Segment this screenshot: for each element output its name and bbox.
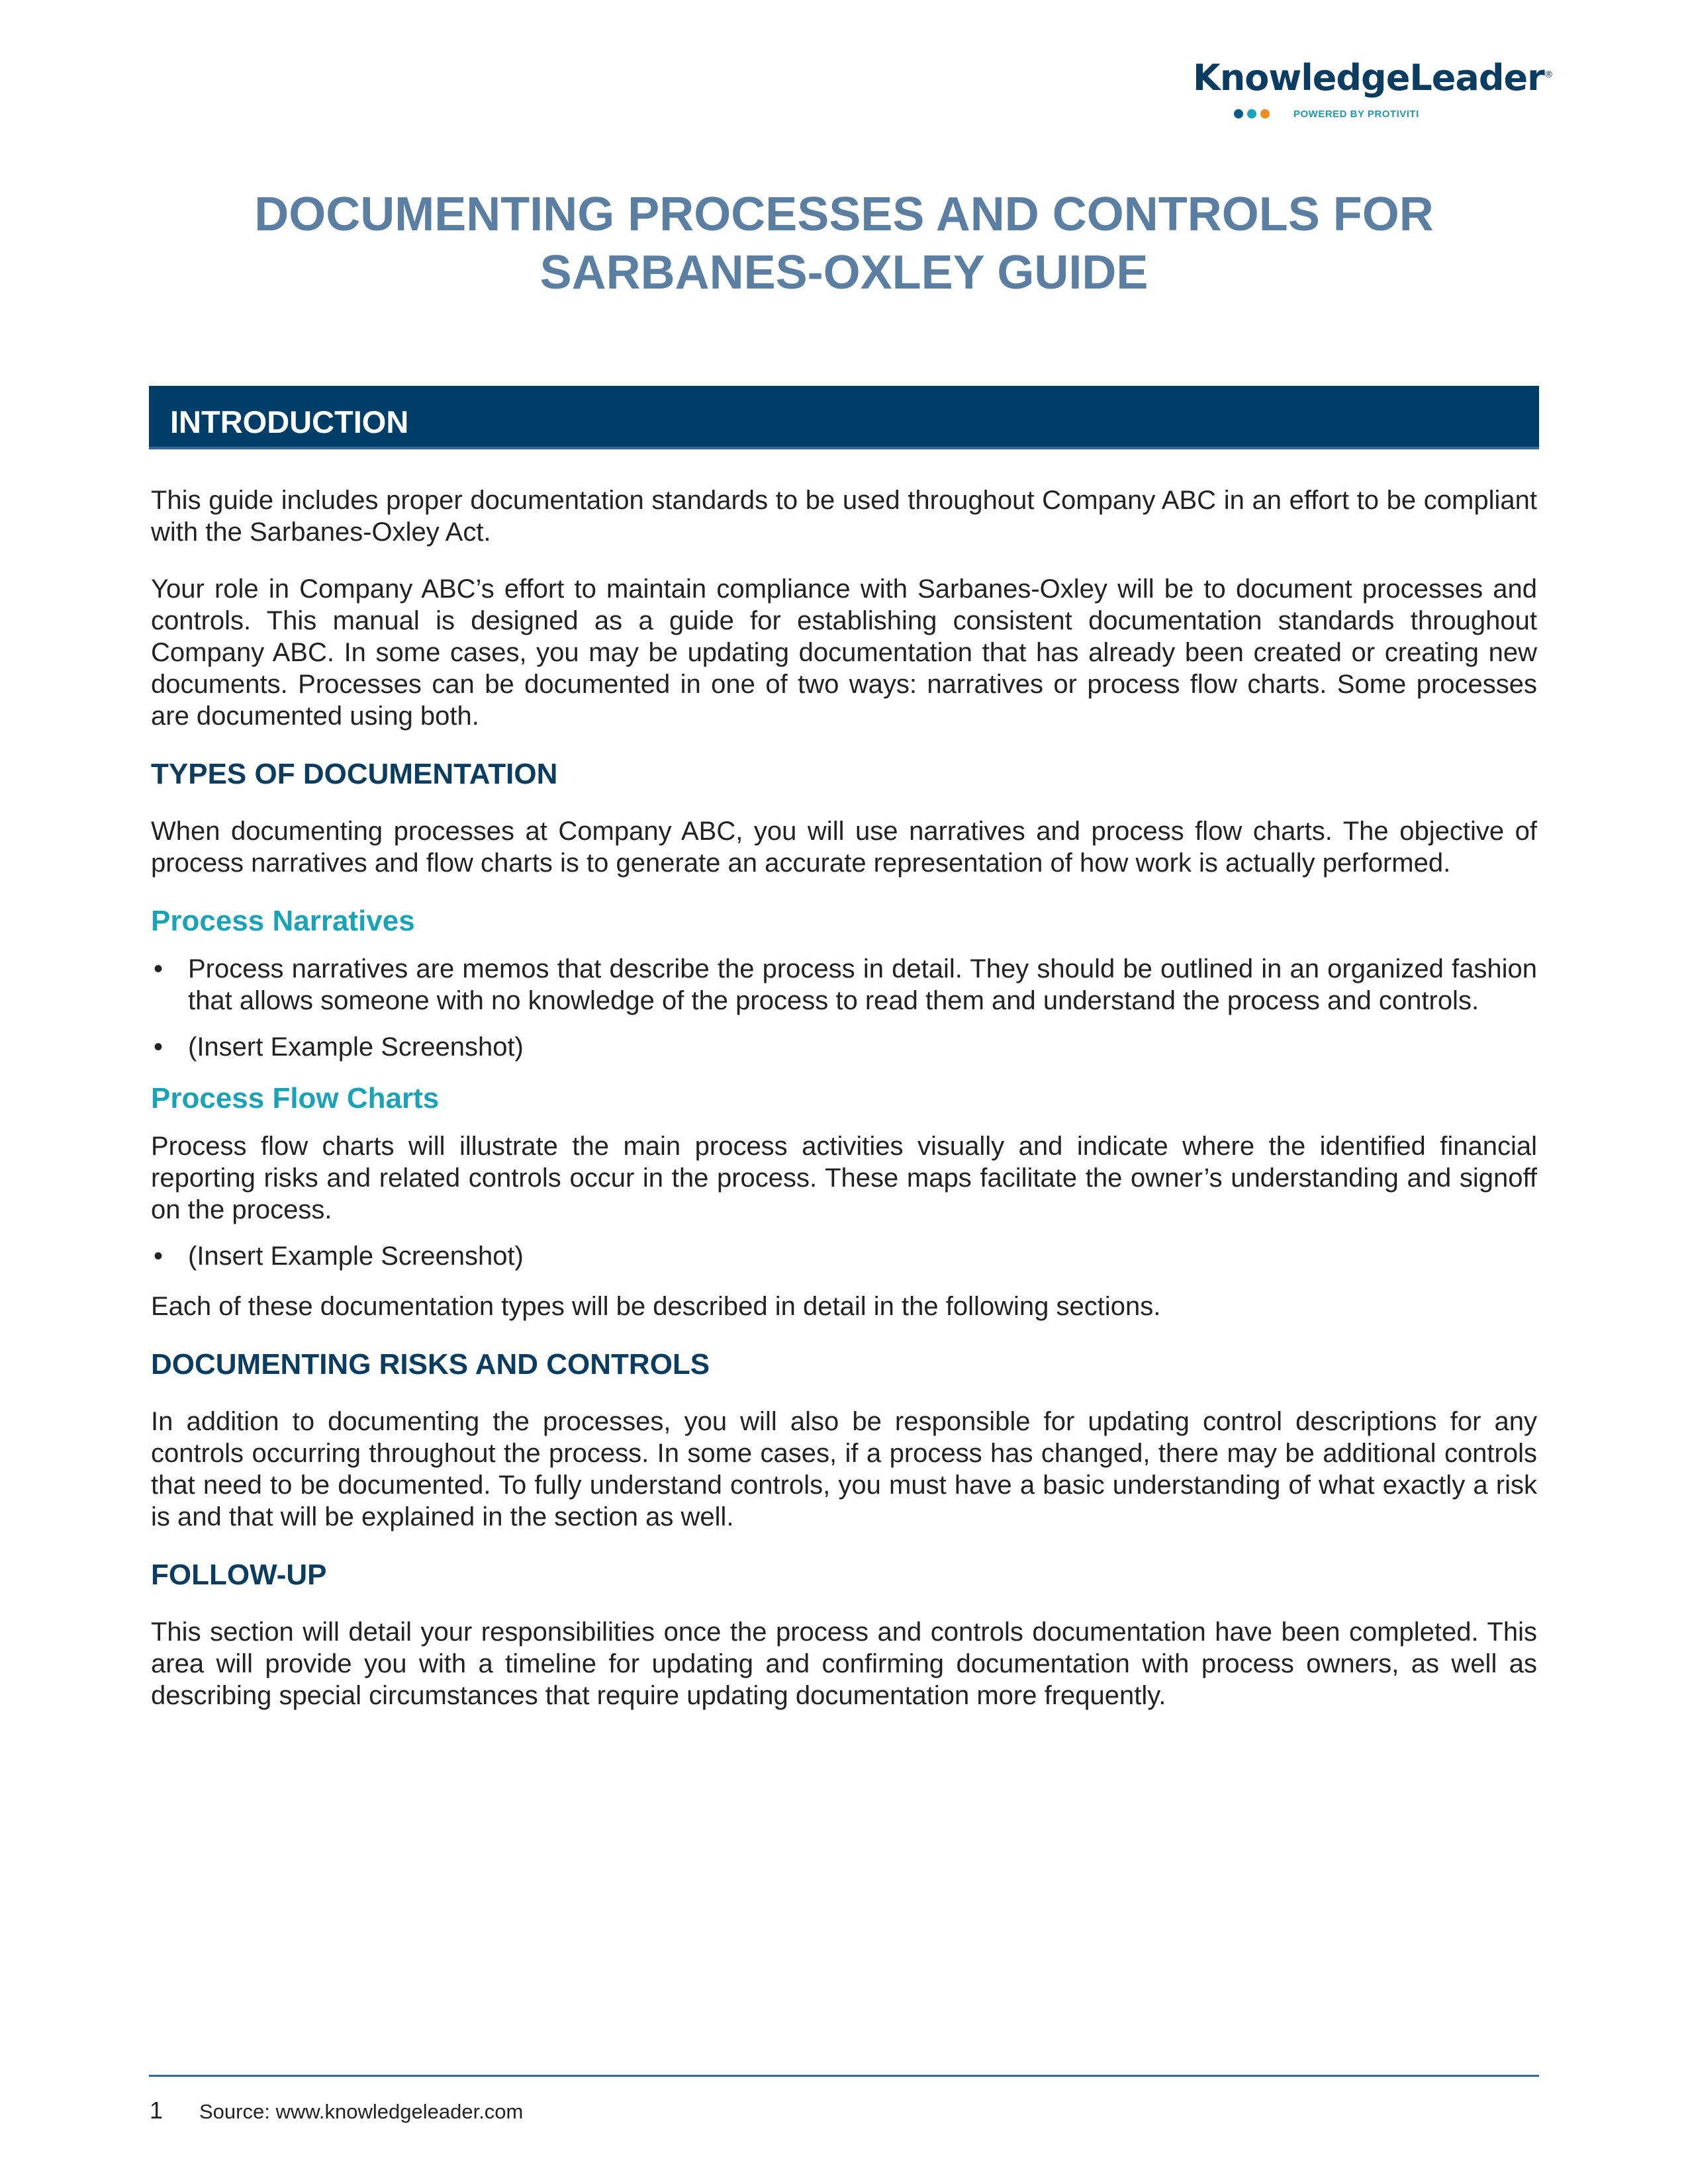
types-closing-paragraph: Each of these documentation types will be described in detail in the following sections. bbox=[151, 1292, 1161, 1321]
document-title-line-1: DOCUMENTING PROCESSES AND CONTROLS FOR bbox=[254, 188, 1434, 241]
brand-dot-icon bbox=[1247, 109, 1256, 118]
list-item: • (Insert Example Screenshot) bbox=[151, 1031, 1537, 1063]
brand-tagline-row bbox=[1234, 106, 1419, 122]
intro-paragraph-1: This guide includes proper documentation standards to be used throughout Company ABC in an effort to be compliant with the Sarbanes-Oxley Act. bbox=[151, 486, 1537, 547]
narratives-list bbox=[151, 953, 1537, 1063]
heading-documenting-risks-and-controls: DOCUMENTING RISKS AND CONTROLS bbox=[151, 1348, 710, 1381]
footer-divider bbox=[149, 2075, 1539, 2077]
section-banner-label: INTRODUCTION bbox=[170, 404, 409, 439]
page-footer bbox=[150, 2098, 523, 2124]
flowcharts-list bbox=[151, 1240, 1537, 1272]
brand-logo bbox=[1193, 53, 1553, 120]
brand-wordmark bbox=[1193, 53, 1553, 100]
document-body bbox=[151, 484, 1537, 1737]
heading-types-of-documentation: TYPES OF DOCUMENTATION bbox=[151, 758, 558, 790]
heading-follow-up: FOLLOW-UP bbox=[151, 1559, 327, 1591]
types-paragraph: When documenting processes at Company ABC, you will use narratives and process flow charts. The objective of process narratives and flow charts is to generate an accurate representation of how work is actually performed. bbox=[151, 817, 1537, 878]
flowcharts-paragraph: Process flow charts will illustrate the main process activities visually and indicate where the identified financial reporting risks and related controls occur in the process. These maps facilitate the owner’s understanding and signoff on the process. bbox=[151, 1132, 1537, 1224]
brand-name: KnowledgeLeader bbox=[1193, 57, 1544, 99]
list-item: • Process narratives are memos that describe the process in detail. They should be outlined in an organized fashion that allows someone with no knowledge of the process to read them and understand the process and controls. bbox=[151, 953, 1537, 1017]
source-link[interactable]: Source: www.knowledgeleader.com bbox=[199, 2100, 524, 2123]
intro-paragraph-2: Your role in Company ABC’s effort to maintain compliance with Sarbanes-Oxley will be to document processes and controls. This manual is designed as a guide for establishing consistent documentation standards throughout Company ABC. In some cases, you may be updating documentation that has already been created or creating new documents. Processes can be documented in one of two ways: narratives or process flow charts. Some processes are documented using both. bbox=[151, 574, 1537, 731]
list-item: • (Insert Example Screenshot) bbox=[151, 1240, 1537, 1272]
subheading-process-flow-charts: Process Flow Charts bbox=[151, 1082, 440, 1115]
risks-paragraph: In addition to documenting the processes, you will also be responsible for updating control descriptions for any controls occurring throughout the process. In some cases, if a process has changed, there may be additional controls that need to be documented. To fully understand controls, you must have a basic understanding of what exactly a risk is and that will be explained in the section as well. bbox=[151, 1407, 1537, 1531]
brand-dot-icon bbox=[1234, 109, 1243, 118]
page-number: 1 bbox=[150, 2097, 164, 2124]
section-banner bbox=[149, 386, 1539, 449]
brand-tagline: POWERED BY PROTIVITI bbox=[1293, 108, 1419, 120]
registered-mark: ® bbox=[1544, 69, 1553, 80]
followup-paragraph: This section will detail your responsibilities once the process and controls documentation have been completed. This area will provide you with a timeline for updating and confirming documentation with process owners, as well as describing special circumstances that require updating documentation more frequently. bbox=[151, 1617, 1537, 1710]
document-title-line-2: SARBANES-OXLEY GUIDE bbox=[539, 246, 1149, 299]
brand-dot-icon bbox=[1260, 109, 1270, 118]
document-title bbox=[151, 185, 1537, 302]
subheading-process-narratives: Process Narratives bbox=[151, 905, 415, 937]
